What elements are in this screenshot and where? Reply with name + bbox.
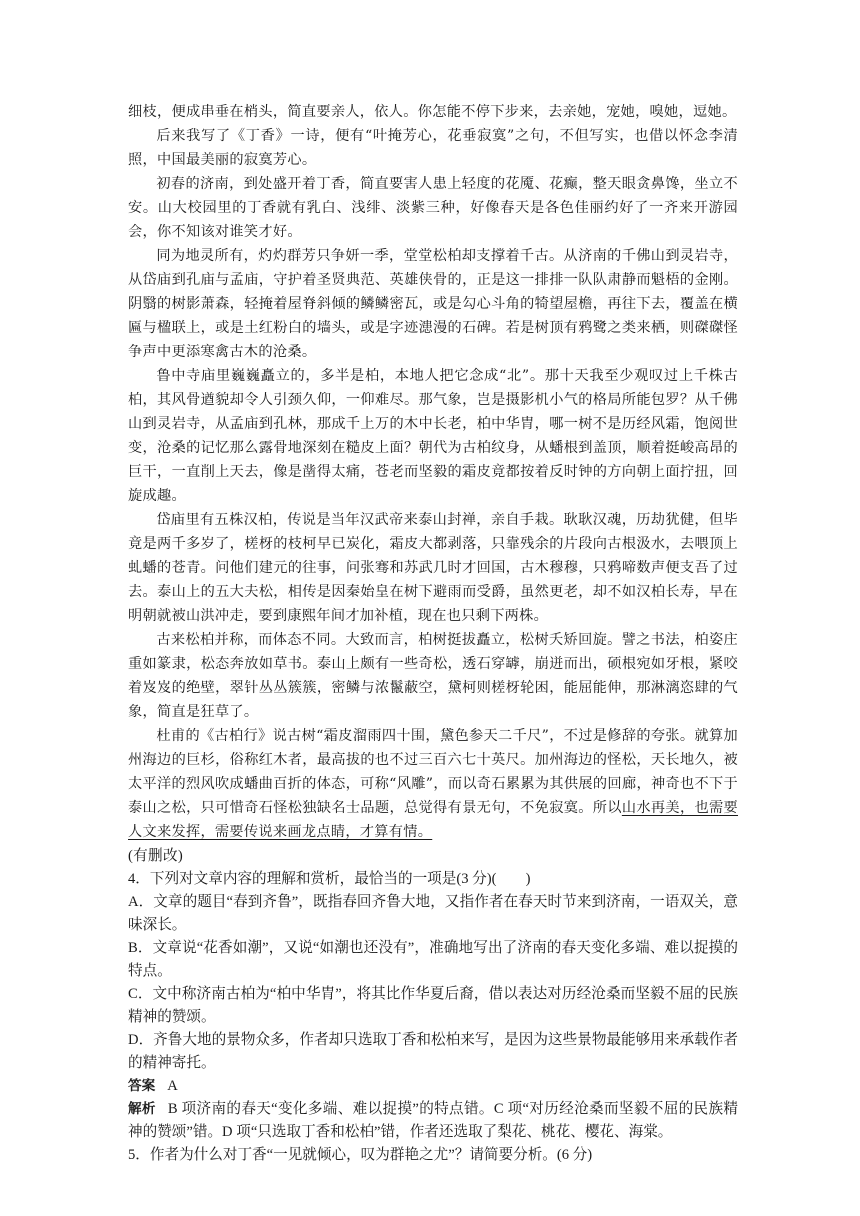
essay-paragraph-last <box>128 724 738 844</box>
option-b: B．文章说“花香如潮”，又说“如潮也还没有”，准确地写出了济南的春天变化多端、难以捉摸的特点。 <box>128 940 738 979</box>
question-4 <box>128 868 738 1144</box>
option-c: C．文中称济南古柏为“柏中华胄”，将其比作华夏后裔，借以表达对历经沧桑而坚毅不屈的民族精神的赞颂。 <box>128 986 738 1025</box>
question-5 <box>128 1144 738 1167</box>
analysis-text: B 项济南的春天“变化多端、难以捉摸”的特点错。C 项“对历经沧桑而坚毅不屈的民族精神的赞颂”错。D 项“只选取丁香和松柏”错，作者还选取了梨花、桃花、樱花、海棠。 <box>128 1101 739 1140</box>
essay-paragraph: 岱庙里有五株汉柏，传说是当年汉武帝来泰山封禅，亲自手栽。耿耿汉魂，历劫犹健，但毕竟是两千多岁了，槎枒的枝柯早已炭化，霜皮大都剥落，只靠残余的片段向古根汲水，去喂顶上虬蟠的苍青。问他们建元的往事，问张骞和苏武几时才回国，古木穆穆，只鸦啼数声便支吾了过去。泰山上的五大夫松，相传是因秦始皇在树下避雨而受爵，虽然更老，却不如汉柏长寿，早在明朝就被山洪冲走，要到康熙年间才加补植，现在也只剩下两株。 <box>128 512 738 624</box>
last-paragraph-text: 杜甫的《古柏行》说古树“霜皮溜雨四十围，黛色参天二千尺”，不过是修辞的夸张。就算加州海边的巨杉，俗称红木者，最高拔的也不过三百六七十英尺。加州海边的怪松，天长地久，被太平洋的烈风吹成蟠曲百折的体态，可称“风雕”，而以奇石累累为其供展的回廊，神奇也不下于泰山之松，只可惜奇石怪松独缺名士品题，总觉得有景无句，不免寂寞。所以 <box>128 728 738 816</box>
option-a: A．文章的题目“春到齐鲁”，既指春回齐鲁大地，又指作者在春天时节来到济南，一语双关，意味深长。 <box>128 894 738 933</box>
essay-paragraph: 古来松柏并称，而体态不同。大致而言，柏树挺拔矗立，松树夭矫回旋。譬之书法，柏姿庄重如篆隶，松态奔放如草书。泰山上颇有一些奇松，透石穿罅，崩迸而出，硕根宛如牙根，紧咬着岌岌的绝壁，翠针丛丛簇簇，密鳞与浓鬣蔽空，黛柯则槎枒轮困，能屈能伸，那淋漓恣肆的气象，简直是狂草了。 <box>128 632 738 720</box>
essay-paragraph: 细枝，便成串垂在梢头，简直要亲人，依人。你怎能不停下步来，去亲她，宠她，嗅她，逗她。 <box>128 104 737 120</box>
essay-paragraph: 后来我写了《丁香》一诗，便有“叶掩芳心，花垂寂寞”之句，不但写实，也借以怀念李清照，中国最美丽的寂寞芳心。 <box>128 128 738 168</box>
edit-note: (有删改) <box>128 848 184 864</box>
answer-value: A <box>167 1078 178 1094</box>
answer-label: 答案 <box>128 1078 156 1094</box>
essay-paragraph: 初春的济南，到处盛开着丁香，简直要害人患上轻度的花魇、花癫，整天眼贪鼻馋，坐立不安。山大校园里的丁香就有乳白、浅绯、淡紫三种，好像春天是各色佳丽约好了一齐来开游园会，你不知该对谁笑才好。 <box>128 176 738 240</box>
essay-paragraph: 同为地灵所有，灼灼群芳只争妍一季，堂堂松柏却支撑着千古。从济南的千佛山到灵岩寺，从岱庙到孔庙与孟庙，守护着圣贤典范、英雄侠骨的，正是这一排排一队队肃静而魁梧的金刚。阴翳的树影萧森，轻掩着屋脊斜倾的鳞鳞密瓦，或是勾心斗角的犄望屋檐，再往下去，覆盖在横匾与楹联上，或是土红粉白的墙头，或是字迹漶漫的石碑。若是树顶有鸦鹭之类来栖，则磔磔怪争声中更添寒禽古木的沧桑。 <box>128 248 738 360</box>
analysis-label: 解析 <box>128 1101 156 1117</box>
option-d: D．齐鲁大地的景物众多，作者却只选取丁香和松柏来写，是因为这些景物最能够用来承载作者的精神寄托。 <box>128 1032 738 1071</box>
question-stem: 4．下列对文章内容的理解和赏析，最恰当的一项是(3 分)( ) <box>128 871 531 887</box>
question-stem: 5．作者为什么对丁香“一见就倾心，叹为群艳之尤”？请简要分析。(6 分) <box>128 1147 593 1163</box>
underlined-sentence: 山水再美，也需要人文来发挥，需要传说来画龙点睛，才算有情。 <box>128 800 739 840</box>
analysis-line <box>128 1098 738 1144</box>
essay-body <box>128 100 738 868</box>
essay-paragraph: 鲁中寺庙里巍巍矗立的，多半是柏，本地人把它念成“北”。那十天我至少观叹过上千株古柏，其风骨遒貌却令人引颈久仰，一仰难尽。那气象，岂是摄影机小气的格局所能包罗？从千佛山到灵岩寺，从孟庙到孔林，那成千上万的木中长老，柏中华胄，哪一树不是历经风霜，饱阅世变，沧桑的记忆那么露骨地深刻在糙皮上面？朝代为古柏纹身，从蟠根到盖顶，顺着挺峻高昂的巨干，一直削上天去，像是凿得太痛，苍老而坚毅的霜皮竟都按着反时钟的方向朝上面拧扭，回旋成趣。 <box>128 368 738 504</box>
document-page <box>128 100 738 1167</box>
answer-line <box>128 1075 738 1098</box>
